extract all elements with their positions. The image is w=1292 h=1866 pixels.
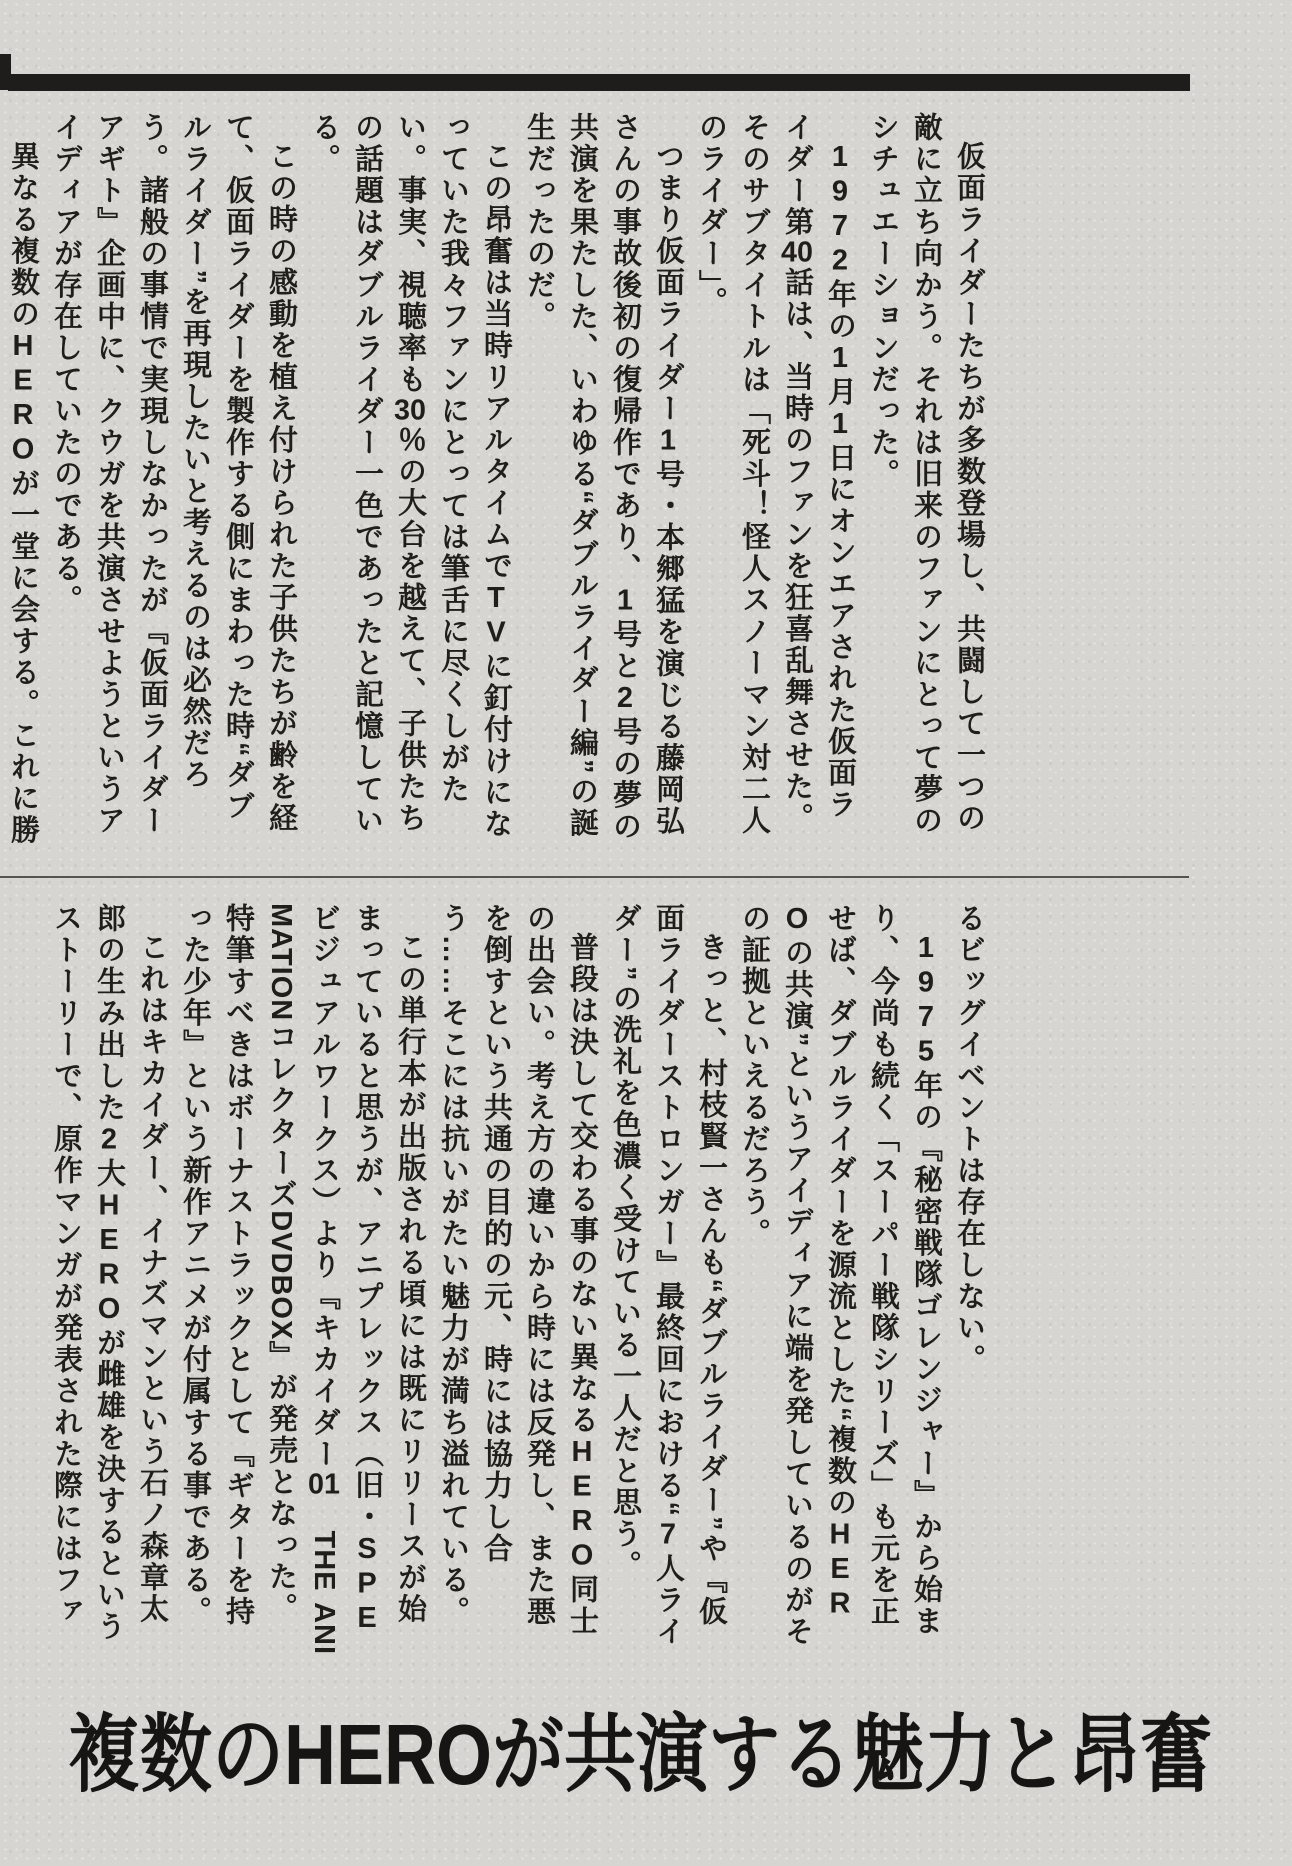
paragraph: 異なる複数のHEROが一堂に会する。これに勝 — [7, 141, 39, 846]
inline-run: 40 — [781, 238, 813, 267]
inline-run: HERO — [93, 1189, 125, 1328]
paragraph: 普段は決して交わる事のない異なるHERO同士の出会い。考え方の違いから時には反発し、また悪を倒すという共通の目的の元、時には協力し合う……そこには抗いがたい魅力が満ち溢れている。 — [437, 903, 598, 1637]
article-top-block — [7, 112, 990, 846]
paragraph: 1972年の1月1日にオンエアされた仮面ライダー第40話は、当時のファンを狂喜乱舞させた。そのサブタイトルは「死斗！怪人スノーマン対二人のライダー」。 — [695, 112, 856, 837]
inline-run: 7 — [652, 1518, 684, 1553]
inline-run: HERO — [781, 903, 856, 1622]
inline-run: ANIMATION — [265, 903, 340, 1656]
paragraph: この単行本が出版される頃には既にリリースが始まっていると思うが、アニプレックス（旧・SPEビジュアルワークス）より『キカイダー01 THE ANIMATIONコレクターズDVDBOX』が発売となった。特筆すべきはボーナストラックとして『ギターを持った少年』という新作アニメが付属する事である。 — [179, 903, 426, 1656]
inline-run: DVDBOX — [265, 1210, 297, 1341]
inline-run: 1 — [824, 342, 856, 377]
top-rule-bar — [8, 74, 1190, 91]
paragraph: つまり仮面ライダー1号・本郷猛を演じる藤岡弘さんの事故後初の復帰作であり、1号と2号の夢の共演を果たした、いわゆる“ダブルライダー編”の誕生だったのだ。 — [523, 112, 684, 843]
article-bottom-block — [38, 903, 990, 1655]
inline-run: 1 — [824, 408, 856, 443]
inline-run: TV — [480, 582, 512, 651]
inline-run: 1 — [609, 584, 641, 619]
inline-run: 1972 — [824, 141, 856, 279]
paragraph: きっと、村枝賢一さんも“ダブルライダー”や『仮面ライダーストロンガー』最終回における“7人ライダー”の洗礼を色濃く受けている一人だと思う。 — [609, 903, 727, 1648]
inline-run: 01 — [308, 1470, 340, 1499]
paragraph: 仮面ライダーたちが多数登場し、共闘して一つの敵に立ち向かう。それは旧来のファンにとって夢のシチュエーションだった。 — [867, 112, 985, 837]
inline-run: 2 — [93, 1123, 125, 1158]
headline: 複数のHEROが共演する魅力と昂奮 — [68, 1708, 1213, 1803]
paragraph: この昂奮は当時リアルタイムでTVに釘付けになっていた我々ファンにとっては筆舌に尽くしがたい。事実、視聴率も30％の大台を越えて、子供たちの話題はダブルライダー一色であったと記憶している。 — [308, 112, 512, 840]
inline-run: SPE — [351, 1533, 383, 1637]
inline-run: HERO — [566, 1436, 598, 1574]
inline-run: HERO — [7, 330, 39, 468]
inline-run: 30 — [394, 395, 426, 425]
section-divider — [0, 876, 1189, 878]
inline-run: 2 — [609, 682, 641, 717]
inline-run: 1 — [652, 424, 684, 459]
paragraph: るビッグイベントは存在しない。 — [953, 903, 985, 1376]
inline-run: THE — [308, 1530, 340, 1592]
paragraph: 1975年の『秘密戦隊ゴレンジャー』から始まり、今尚も続く「スーパー戦隊シリーズ」も元を正せば、ダブルライダーを源流とした“複数のHEROの共演”というアイディアに端を発しているのがその証拠といえるだろう。 — [738, 903, 942, 1648]
paragraph: この時の感動を植え付けられた子供たちが齢を経て、仮面ライダーを製作する側にまわった時“ダブルライダー”を再現したいと考えるのは必然だろう。諸般の事情で実現しなかったが『仮面ライダーアギト』企画中に、クウガを共演させようというアイディアが存在していたのである。 — [50, 112, 297, 837]
inline-run: 1975 — [910, 932, 942, 1070]
paragraph: これはキカイダー、イナズマンという石ノ森章太郎の生み出した2大HEROが雌雄を決するというストーリーで、原作マンガが発表された際にはファ — [50, 903, 168, 1643]
